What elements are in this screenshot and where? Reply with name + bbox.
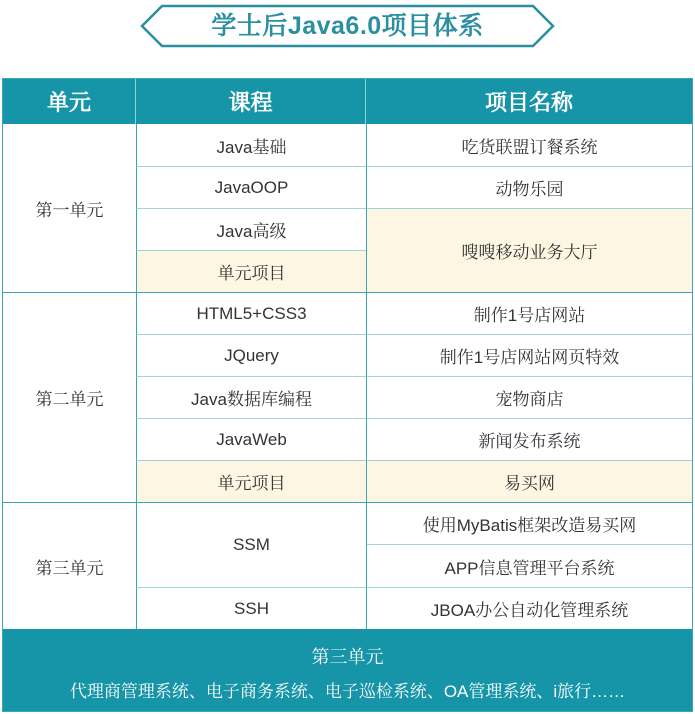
course-cell: Java数据库编程 bbox=[136, 376, 366, 418]
project-cell: 新闻发布系统 bbox=[366, 418, 692, 460]
header-project: 项目名称 bbox=[366, 79, 692, 124]
course-cell: JQuery bbox=[136, 334, 366, 376]
project-cell: 宠物商店 bbox=[366, 376, 692, 418]
project-cell: 吃货联盟订餐系统 bbox=[366, 124, 692, 166]
project-cell: 制作1号店网站 bbox=[366, 292, 692, 334]
footer-title: 第三单元 bbox=[311, 647, 384, 667]
course-cell-merged: SSM bbox=[136, 502, 366, 587]
course-cell: SSH bbox=[136, 587, 366, 629]
project-cell: JBOA办公自动化管理系统 bbox=[366, 587, 692, 629]
page-title: 学士后Java6.0项目体系 bbox=[211, 12, 484, 40]
project-cell: APP信息管理平台系统 bbox=[366, 544, 692, 587]
project-table bbox=[2, 78, 693, 712]
footer-text: 代理商管理系统、电子商务系统、电子巡检系统、OA管理系统、i旅行…… bbox=[69, 682, 626, 701]
course-cell: HTML5+CSS3 bbox=[136, 292, 366, 334]
course-cell: Java基础 bbox=[136, 124, 366, 166]
project-cell: 动物乐园 bbox=[366, 166, 692, 208]
project-cell: 制作1号店网站网页特效 bbox=[366, 334, 692, 376]
project-cell: 使用MyBatis框架改造易买网 bbox=[366, 502, 692, 544]
course-cell: JavaWeb bbox=[136, 418, 366, 460]
unit-cell-1: 第一单元 bbox=[35, 200, 104, 220]
course-cell: JavaOOP bbox=[136, 166, 366, 208]
footer-panel bbox=[3, 629, 692, 711]
unit-cell-3: 第三单元 bbox=[3, 502, 136, 629]
header-unit: 单元 bbox=[3, 79, 136, 124]
unit-cell-2: 第二单元 bbox=[3, 292, 136, 502]
course-cell: Java高级 bbox=[136, 208, 366, 250]
title-banner bbox=[140, 4, 555, 48]
course-cell-unit-project: 单元项目 bbox=[136, 460, 366, 502]
header-course: 课程 bbox=[136, 79, 366, 124]
course-cell-unit-project: 单元项目 bbox=[136, 250, 366, 292]
project-cell-unit-project: 易买网 bbox=[366, 460, 692, 502]
project-cell-merged: 嗖嗖移动业务大厅 bbox=[366, 208, 692, 292]
